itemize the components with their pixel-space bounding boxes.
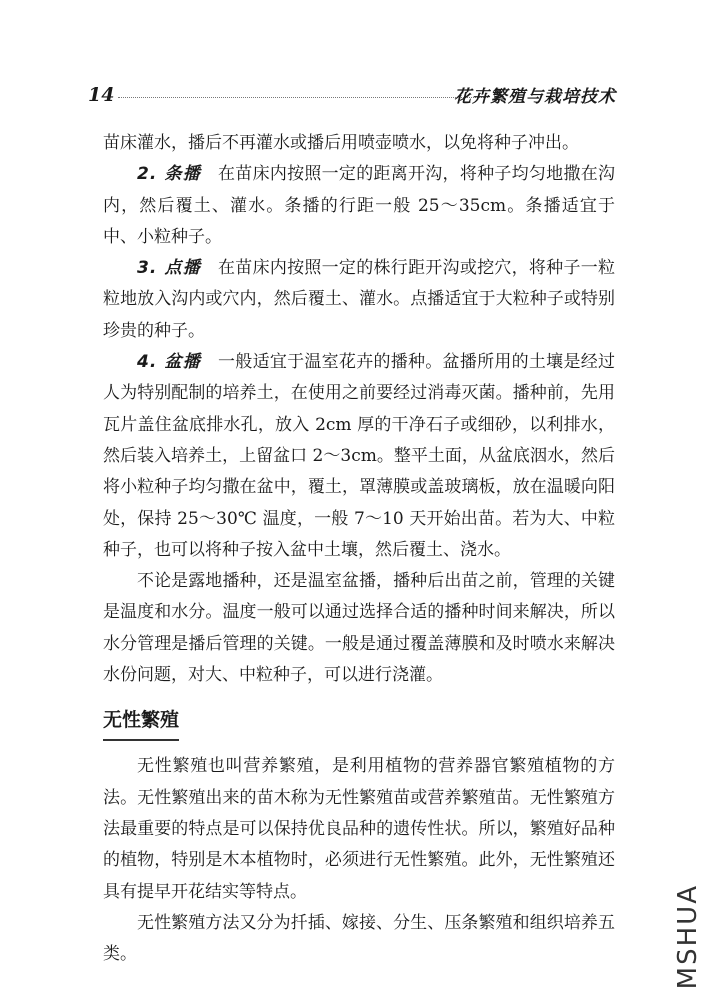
- paragraph-text: 一般适宜于温室花卉的播种。盆播所用的土壤是经过人为特别配制的培养土，在使用之前要经过消毒灭菌。播种前，先用瓦片盖住盆底排水孔，放入 2cm 厚的干净石子或细砂，以利排水，然后装入培养土，上留盆口 2～3cm。整平土面，从盆底洇水，然后将小粒种子均匀撒在盆中，覆土，罩薄膜或盖玻璃板，放在温暖向阳处，保持 25～30℃ 温度，一般 7～10 天开始出苗。若为大、中粒种子，也可以将种子按入盆中土壤，然后覆土、浇水。: [103, 352, 615, 560]
- header-rule: [118, 97, 488, 98]
- paragraph-text: 无性繁殖也叫营养繁殖，是利用植物的营养器官繁殖植物的方法。无性繁殖出来的苗木称为无性繁殖苗或营养繁殖苗。无性繁殖方法最重要的特点是可以保持优良品种的遗传性状。所以，繁殖好品种的植物，特别是木本植物时，必须进行无性繁殖。此外，无性繁殖还具有提早开花结实等特点。: [103, 756, 615, 902]
- paragraph-text: 不论是露地播种，还是温室盆播，播种后出苗之前，管理的关键是温度和水分。温度一般可以通过选择合适的播种时间来解决，所以水分管理是播后管理的关键。一般是通过覆盖薄膜和及时喷水来解决水份问题，对大、中粒种子，可以进行浇灌。: [103, 571, 615, 686]
- watermark-logo: MSHUA: [673, 883, 703, 989]
- paragraph-asexual-intro: [103, 751, 615, 907]
- section-heading: 无性繁殖: [103, 705, 179, 741]
- paragraph-continuation: [103, 128, 615, 159]
- paragraph-text: 在苗床内按照一定的株行距开沟或挖穴，将种子一粒粒地放入沟内或穴内，然后覆土、灌水。点播适宜于大粒种子或特别珍贵的种子。: [103, 258, 615, 341]
- paragraph-hill-sowing: [103, 253, 615, 347]
- paragraph-text: 在苗床内按照一定的距离开沟，将种子均匀地撒在沟内，然后覆土、灌水。条播的行距一般 25～35cm。条播适宜于中、小粒种子。: [103, 164, 615, 247]
- paragraph-pot-sowing: [103, 347, 615, 566]
- item-label: 4. 盆播: [137, 352, 202, 373]
- body-text: [103, 128, 615, 970]
- item-label: 3. 点播: [137, 258, 202, 279]
- paragraph-asexual-methods: [103, 908, 615, 971]
- item-label: 2. 条播: [137, 164, 202, 185]
- running-title: 花卉繁殖与栽培技术: [454, 87, 616, 107]
- paragraph-drill-sowing: [103, 159, 615, 253]
- paragraph-post-sowing-care: [103, 566, 615, 691]
- paragraph-text: 无性繁殖方法又分为扦插、嫁接、分生、压条繁殖和组织培养五类。: [103, 912, 615, 965]
- page-header: [88, 82, 616, 110]
- section-heading-wrap: [103, 691, 615, 751]
- page-number: 14: [88, 84, 115, 106]
- paragraph-text: 苗床灌水，播后不再灌水或播后用喷壶喷水，以免将种子冲出。: [103, 133, 579, 153]
